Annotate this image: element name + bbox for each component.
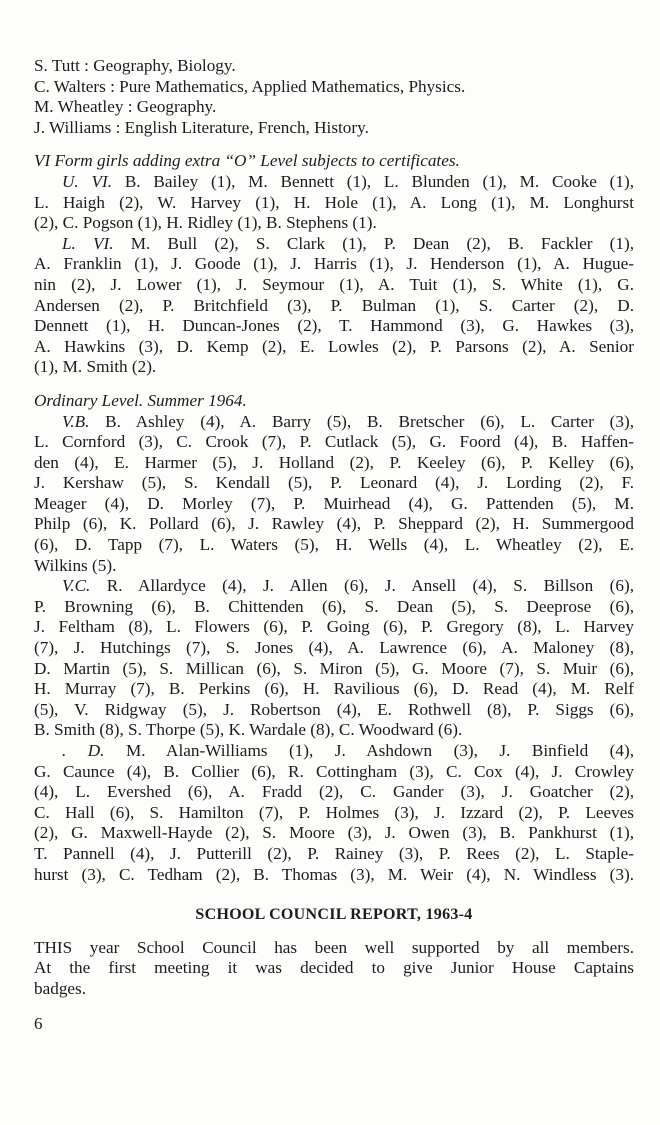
ordinary-level-heading: Ordinary Level. Summer 1964. (34, 390, 247, 410)
upper-sixth-paragraph: U. VI. B. Bailey (1), M. Bennett (1), L. Blunden (1), M. Cooke (1), L. Haigh (2), W. Harvey (1), H. Hole (1), A. Long (1), M. Longhurst (2), C. Pogson (1), H. Ridley (1), B. Stephens (1). (34, 171, 635, 233)
form-vc-label: V.C. (62, 576, 91, 596)
school-council-heading: SCHOOL COUNCIL REPORT, 1963-4 (195, 906, 473, 924)
lower-sixth-label: L. VI. (62, 233, 114, 253)
form-vd-label: . D. (62, 741, 105, 760)
page-number: 6 (34, 1013, 43, 1033)
form-vc-paragraph: V.C. R. Allardyce (4), J. Allen (6), J. Ansell (4), S. Billson (6), P. Browning (6), B. Chittenden (6), S. Dean (5), S. Deeprose (6), J. Feltham (8), L. Flowers (6), P. Going (6), P. Gregory (8), L. Harvey (7), J. Hutchings (7), S. Jones (4), A. Lawrence (6), A. Maloney (8), D. Martin (5), S. Millican (6), S. Miron (5), G. Moore (7), S. Muir (6), H. Murray (7), B. Perkins (6), H. Ravilious (6), D. Read (4), M. Relf (5), V. Ridgway (5), J. Robertson (4), E. Rothwell (8), P. Siggs (6), B. Smith (8), S. Thorpe (5), K. Wardale (8), C. Woodward (6). (34, 576, 634, 740)
lower-sixth-paragraph: L. VI. M. Bull (2), S. Clark (1), P. Dean (2), B. Fackler (1), A. Franklin (1), J. Goode (1), J. Harris (1), J. Henderson (1), A. Hugue- nin (2), J. Lower (1), J. Seymour (1), A. Tuit (1), S. White (1), G. Andersen (2), P. Britchfield (3), P. Bulman (1), S. Carter (2), D. Dennett (1), H. Duncan-Jones (2), T. Hammond (3), G. Hawkes (3), A. Hawkins (3), D. Kemp (2), E. Lowles (2), P. Parsons (2), A. Senior (1), M. Smith (2). (34, 233, 635, 377)
form-vd-paragraph: . D. M. Alan-Williams (1), J. Ashdown (3), J. Binfield (4), G. Caunce (4), B. Collier (6), R. Cottingham (3), C. Cox (4), J. Crowley (4), L. Evershed (6), A. Fradd (2), C. Gander (3), J. Goatcher (2), C. Hall (6), S. Hamilton (7), P. Holmes (3), J. Izzard (2), P. Leeves (2), G. Maxwell-Hayde (2), S. Moore (3), J. Owen (3), B. Pankhurst (1), T. Pannell (4), J. Putterill (2), P. Rainey (3), P. Rees (2), L. Staple- hurst (3), C. Tedham (2), B. Thomas (3), M. Weir (4), N. Windless (3). (34, 741, 634, 884)
form-vb-paragraph: V.B. B. Ashley (4), A. Barry (5), B. Bretscher (6), L. Carter (3), L. Cornford (3), C. Crook (7), P. Cutlack (5), G. Foord (4), B. Haffen- den (4), E. Harmer (5), J. Holland (2), P. Keeley (6), P. Kelley (6), J. Kershaw (5), S. Kendall (5), P. Leonard (4), J. Lording (2), F. Meager (4), D. Morley (7), P. Muirhead (4), G. Pattenden (5), M. Philp (6), K. Pollard (6), J. Rawley (4), P. Sheppard (2), H. Summergood (6), D. Tapp (7), L. Waters (5), H. Wells (4), L. Wheatley (2), E. Wilkins (5). (34, 411, 634, 575)
subject-entry: C. Walters : Pure Mathematics, Applied Mathematics, Physics. (34, 76, 466, 96)
upper-sixth-label: U. VI. (62, 171, 113, 191)
subject-entry: M. Wheatley : Geography. (34, 97, 217, 117)
school-council-paragraph: THIS year School Council has been well supported by all members. At the first meeting it was decided to give Junior House Captains badges. (34, 937, 634, 998)
form-vb-label: V.B. (62, 411, 90, 431)
subject-entry: J. Williams : English Literature, French, History. (34, 117, 369, 137)
page-body (34, 56, 634, 1034)
subject-list (34, 56, 634, 138)
vi-form-heading: VI Form girls adding extra “O” Level subjects to certificates. (34, 151, 460, 171)
subject-entry: S. Tutt : Geography, Biology. (34, 56, 236, 75)
